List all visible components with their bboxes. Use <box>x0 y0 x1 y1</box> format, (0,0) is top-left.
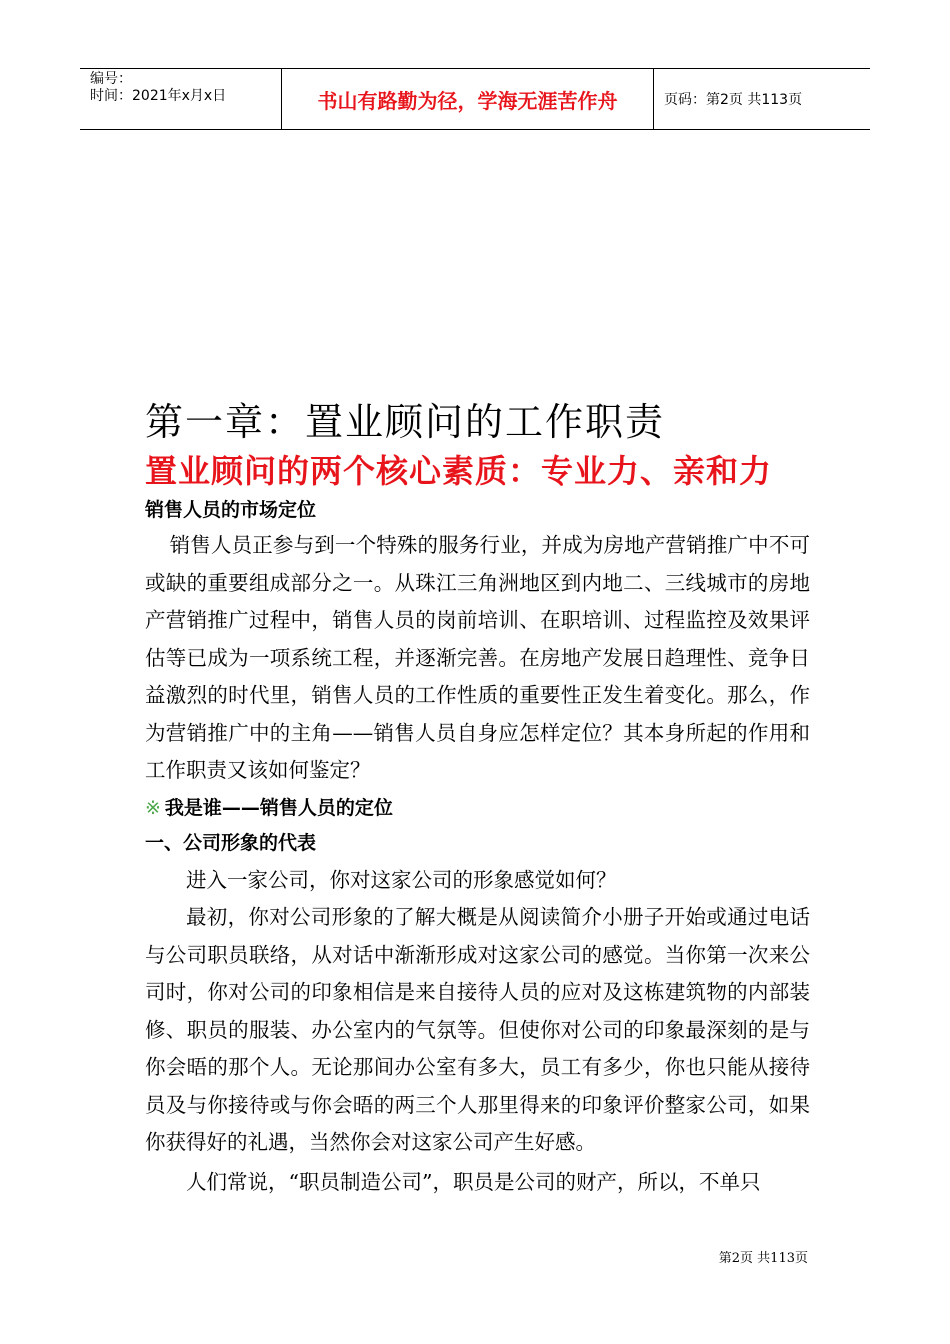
document-date-label: 时间：2021年x月x日 <box>90 88 227 104</box>
item-title: 一、公司形象的代表 <box>145 831 317 854</box>
sub-section-title-text: 我是谁——销售人员的定位 <box>164 796 393 819</box>
body-paragraph: 最初，你对公司形象的了解大概是从阅读简介小册子开始或通过电话与公司职员联络，从对话中渐渐形成对这家公司的感觉。当你第一次来公司时，你对公司的印象相信是来自接待人员的应对及这栋建筑物的内部装修、职员的服装、办公室内的气氛等。但使你对公司的印象最深刻的是与你会晤的那个人。无论那间办公室有多大，员工有多少，你也只能从接待员及与你接待或与你会晤的两三个人那里得来的印象评价整家公司，如果你获得好的礼遇，当然你会对这家公司产生好感。 <box>145 905 810 1154</box>
header-meta <box>80 69 282 129</box>
red-subtitle: 置业顾问的两个核心素质：专业力、亲和力 <box>145 452 773 490</box>
header-motto: 书山有路勤为径，学海无涯苦作舟 <box>282 69 654 129</box>
document-body <box>145 395 810 1201</box>
page-header <box>80 68 870 130</box>
header-page-info: 页码：第2页 共113页 <box>664 92 803 108</box>
reference-mark-icon: ※ <box>145 796 161 819</box>
intro-paragraph: 销售人员正参与到一个特殊的服务行业，并成为房地产营销推广中不可或缺的重要组成部分之一。从珠江三角洲地区到内地二、三线城市的房地产营销推广过程中，销售人员的岗前培训、在职培训、过程监控及效果评估等已成为一项系统工程，并逐渐完善。在房地产发展日趋理性、竞争日益激烈的时代里，销售人员的工作性质的重要性正发生着变化。那么，作为营销推广中的主角——销售人员自身应怎样定位？其本身所起的作用和工作职责又该如何鉴定？ <box>145 533 810 782</box>
page-footer: 第2页 共113页 <box>718 1251 808 1266</box>
body-paragraph: 人们常说，“职员制造公司”，职员是公司的财产，所以，不单只 <box>186 1169 761 1194</box>
body-paragraph: 进入一家公司，你对这家公司的形象感觉如何？ <box>186 867 617 892</box>
chapter-title: 第一章：置业顾问的工作职责 <box>145 400 666 444</box>
document-number-label: 编号： <box>90 71 132 87</box>
sub-section-title <box>145 792 810 825</box>
section-title: 销售人员的市场定位 <box>145 499 317 521</box>
